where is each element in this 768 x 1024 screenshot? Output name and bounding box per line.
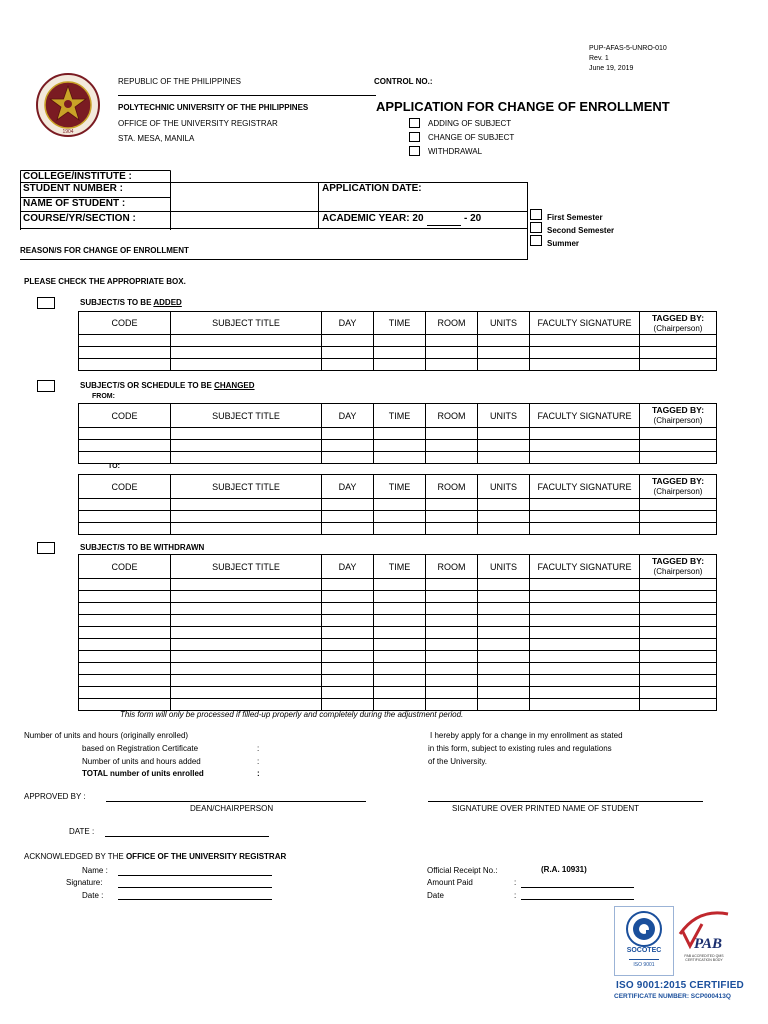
withdrawn-subjects-table xyxy=(78,554,717,711)
office-name: OFFICE OF THE UNIVERSITY REGISTRAR xyxy=(118,119,278,128)
units-total-label: TOTAL number of units enrolled xyxy=(82,769,204,778)
seal-year: 1904 xyxy=(62,129,74,135)
table-row[interactable] xyxy=(79,499,717,511)
col-units: UNITS xyxy=(478,404,530,428)
col-time: TIME xyxy=(374,475,426,499)
table-row[interactable] xyxy=(79,639,717,651)
amount-paid-colon: : xyxy=(514,878,517,887)
col-day: DAY xyxy=(322,404,374,428)
withdrawal-checkbox[interactable] xyxy=(409,146,420,156)
col-subject-title: SUBJECT TITLE xyxy=(171,312,322,335)
amount-paid-line[interactable] xyxy=(521,887,634,888)
adding-option-label: ADDING OF SUBJECT xyxy=(428,119,512,128)
iso-certified-label: ISO 9001:2015 CERTIFIED xyxy=(616,980,744,991)
student-signature-line[interactable] xyxy=(428,801,703,802)
table-row[interactable] xyxy=(79,452,717,464)
table-row[interactable] xyxy=(79,651,717,663)
doc-code: PUP-AFAS-5-UNRO-010 xyxy=(589,45,667,52)
units-total-colon: : xyxy=(257,769,260,778)
receipt-date-label: Date xyxy=(427,891,444,900)
first-semester-checkbox[interactable] xyxy=(530,209,542,220)
col-tagged-by: TAGGED BY: (Chairperson) xyxy=(640,475,717,499)
col-units: UNITS xyxy=(478,555,530,579)
application-date-label: APPLICATION DATE: xyxy=(322,183,422,194)
declaration-line-2: in this form, subject to existing rules and regulations xyxy=(428,744,612,753)
header-divider xyxy=(118,95,376,96)
college-label: COLLEGE/INSTITUTE : xyxy=(23,171,132,182)
ack-name-label: Name : xyxy=(82,866,108,875)
col-faculty-signature: FACULTY SIGNATURE xyxy=(530,404,640,428)
col-faculty-signature: FACULTY SIGNATURE xyxy=(530,312,640,335)
col-room: ROOM xyxy=(426,555,478,579)
table-row[interactable] xyxy=(79,603,717,615)
processing-note: This form will only be processed if filled-up properly and completely during the adjustment period. xyxy=(120,710,464,719)
units-registration-colon: : xyxy=(257,744,260,753)
col-faculty-signature: FACULTY SIGNATURE xyxy=(530,555,640,579)
approved-by-line[interactable] xyxy=(106,801,366,802)
changed-section-checkbox[interactable] xyxy=(37,380,55,392)
col-units: UNITS xyxy=(478,312,530,335)
summer-checkbox[interactable] xyxy=(530,235,542,246)
doc-date: June 19, 2019 xyxy=(589,65,634,72)
adding-checkbox[interactable] xyxy=(409,118,420,128)
student-name-label: NAME OF STUDENT : xyxy=(23,198,126,209)
table-row[interactable] xyxy=(79,523,717,535)
approval-date-label: DATE : xyxy=(69,827,95,836)
table-row[interactable] xyxy=(79,440,717,452)
changed-from-table xyxy=(78,403,717,464)
second-semester-label: Second Semester xyxy=(547,226,615,235)
academic-year-label: ACADEMIC YEAR: 20 xyxy=(322,213,424,224)
added-subjects-table xyxy=(78,311,717,371)
col-units: UNITS xyxy=(478,475,530,499)
added-section-title: SUBJECT/S TO BE ADDED xyxy=(80,298,182,307)
second-semester-checkbox[interactable] xyxy=(530,222,542,233)
table-row[interactable] xyxy=(79,663,717,675)
col-room: ROOM xyxy=(426,312,478,335)
col-tagged-by: TAGGED BY: (Chairperson) xyxy=(640,555,717,579)
units-registration-label: based on Registration Certificate xyxy=(82,744,199,753)
doc-revision: Rev. 1 xyxy=(589,55,609,62)
student-signature-label: SIGNATURE OVER PRINTED NAME OF STUDENT xyxy=(452,804,639,813)
summer-label: Summer xyxy=(547,239,580,248)
pab-accreditation-text: PAB ACCREDITED QMS CERTIFICATION BODY xyxy=(684,954,724,962)
table-row[interactable] xyxy=(79,627,717,639)
col-tagged-by: TAGGED BY: (Chairperson) xyxy=(640,404,717,428)
certificate-number: CERTIFICATE NUMBER: SCP000413Q xyxy=(614,993,731,1000)
university-seal xyxy=(36,73,100,137)
republic-label: REPUBLIC OF THE PHILIPPINES xyxy=(118,77,241,86)
changed-to-table xyxy=(78,474,717,535)
address: STA. MESA, MANILA xyxy=(118,134,195,143)
col-day: DAY xyxy=(322,312,374,335)
col-time: TIME xyxy=(374,404,426,428)
dean-label: DEAN/CHAIRPERSON xyxy=(190,804,274,813)
acknowledged-label: ACKNOWLEDGED BY THE OFFICE OF THE UNIVERSITY REGISTRAR xyxy=(24,852,287,861)
table-row[interactable] xyxy=(79,675,717,687)
student-info-box xyxy=(20,170,528,260)
ack-name-line[interactable] xyxy=(118,875,272,876)
form-title: APPLICATION FOR CHANGE OF ENROLLMENT xyxy=(376,99,670,114)
table-row[interactable] xyxy=(79,591,717,603)
col-subject-title: SUBJECT TITLE xyxy=(171,555,322,579)
change-option-label: CHANGE OF SUBJECT xyxy=(428,133,515,142)
added-section-checkbox[interactable] xyxy=(37,297,55,309)
approved-by-label: APPROVED BY : xyxy=(24,792,86,801)
change-checkbox[interactable] xyxy=(409,132,420,142)
ack-signature-label: Signature: xyxy=(66,878,103,887)
col-time: TIME xyxy=(374,555,426,579)
amount-paid-label: Amount Paid xyxy=(427,878,473,887)
from-label: FROM: xyxy=(92,393,115,400)
col-room: ROOM xyxy=(426,404,478,428)
student-number-label: STUDENT NUMBER : xyxy=(23,183,123,194)
ack-date-label: Date : xyxy=(82,891,104,900)
units-added-label: Number of units and hours added xyxy=(82,757,201,766)
pab-label: PAB xyxy=(693,936,723,952)
col-code: CODE xyxy=(79,555,171,579)
withdrawal-option-label: WITHDRAWAL xyxy=(428,147,483,156)
col-day: DAY xyxy=(322,475,374,499)
col-subject-title: SUBJECT TITLE xyxy=(171,404,322,428)
col-day: DAY xyxy=(322,555,374,579)
socotec-label: SOCOTEC xyxy=(626,947,662,954)
ack-date-line[interactable] xyxy=(118,899,272,900)
instruction: PLEASE CHECK THE APPROPRIATE BOX. xyxy=(24,277,186,286)
approval-date-line[interactable] xyxy=(105,836,269,837)
course-label: COURSE/YR/SECTION : xyxy=(23,213,136,224)
col-code: CODE xyxy=(79,404,171,428)
table-row[interactable] xyxy=(79,335,717,347)
table-row[interactable] xyxy=(79,615,717,627)
control-no-label: CONTROL NO.: xyxy=(374,77,433,86)
receipt-date-colon: : xyxy=(514,891,517,900)
receipt-label: Official Receipt No.: xyxy=(427,866,498,875)
table-row[interactable] xyxy=(79,699,717,711)
to-label: TO: xyxy=(108,463,120,470)
iso-9001-label: ISO 9001 xyxy=(629,959,659,971)
table-row[interactable] xyxy=(79,579,717,591)
ra-label: (R.A. 10931) xyxy=(541,865,587,874)
col-room: ROOM xyxy=(426,475,478,499)
reason-label: REASON/S FOR CHANGE OF ENROLLMENT xyxy=(20,246,189,255)
table-row[interactable] xyxy=(79,347,717,359)
changed-section-title: SUBJECT/S OR SCHEDULE TO BE CHANGED xyxy=(80,381,255,390)
col-code: CODE xyxy=(79,312,171,335)
col-time: TIME xyxy=(374,312,426,335)
ack-signature-line[interactable] xyxy=(118,887,272,888)
withdrawn-section-checkbox[interactable] xyxy=(37,542,55,554)
units-added-colon: : xyxy=(257,757,260,766)
table-row[interactable] xyxy=(79,511,717,523)
pab-logo xyxy=(676,906,732,974)
table-row[interactable] xyxy=(79,359,717,371)
academic-year-separator: - 20 xyxy=(464,213,482,224)
declaration-line-3: of the University. xyxy=(428,757,487,766)
col-faculty-signature: FACULTY SIGNATURE xyxy=(530,475,640,499)
table-row[interactable] xyxy=(79,687,717,699)
table-row[interactable] xyxy=(79,428,717,440)
col-tagged-by: TAGGED BY: (Chairperson) xyxy=(640,312,717,335)
col-subject-title: SUBJECT TITLE xyxy=(171,475,322,499)
receipt-date-line[interactable] xyxy=(521,899,634,900)
academic-year-blank[interactable] xyxy=(427,225,461,226)
units-original-label: Number of units and hours (originally enrolled) xyxy=(24,731,189,740)
declaration-line-1: I hereby apply for a change in my enrollment as stated xyxy=(430,731,623,740)
university-name: POLYTECHNIC UNIVERSITY OF THE PHILIPPINES xyxy=(118,103,309,112)
col-code: CODE xyxy=(79,475,171,499)
socotec-logo xyxy=(614,906,674,976)
first-semester-label: First Semester xyxy=(547,213,603,222)
withdrawn-section-title: SUBJECT/S TO BE WITHDRAWN xyxy=(80,543,205,552)
